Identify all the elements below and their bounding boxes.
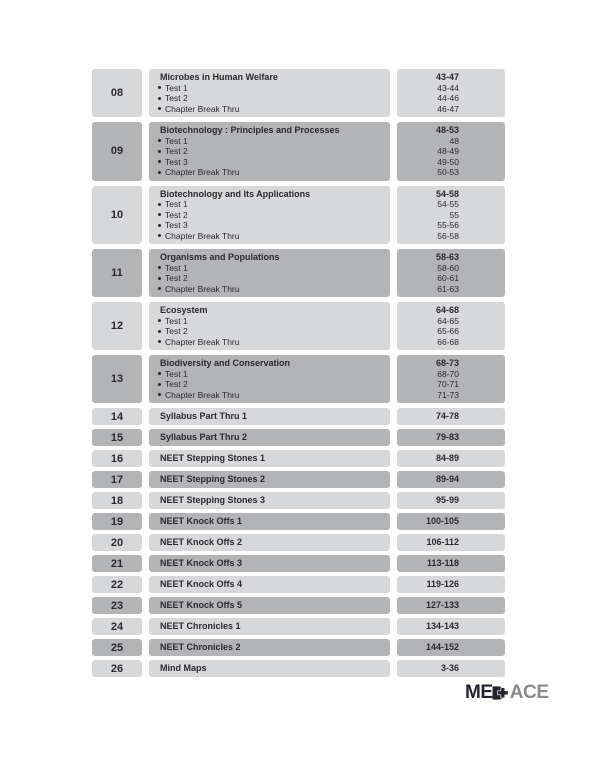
chapter-pages — [397, 576, 505, 593]
chapter-pages — [397, 471, 505, 488]
chapter-pages-main: 100-105 — [425, 516, 459, 526]
subitem-pages: 68-70 — [437, 368, 459, 379]
chapter-content — [149, 618, 390, 635]
chapter-subitem — [158, 104, 390, 115]
chapter-pages — [397, 555, 505, 572]
chapter-title: NEET Knock Offs 1 — [160, 516, 243, 526]
subitem-pages: 61-63 — [437, 283, 459, 294]
logo-d-cross-icon — [492, 686, 509, 700]
chapter-pages-main: 134-143 — [425, 621, 459, 631]
subitem-label: Test 3 — [165, 220, 188, 230]
toc-row — [92, 534, 505, 551]
toc-row — [92, 660, 505, 677]
subitem-label: Test 3 — [165, 156, 188, 167]
chapter-content — [149, 186, 390, 245]
chapter-pages-main: 43-47 — [435, 72, 459, 82]
chapter-pages — [397, 249, 505, 297]
subitem-label: Test 1 — [165, 368, 188, 379]
chapter-subitem — [158, 326, 390, 337]
bullet-icon — [158, 383, 161, 386]
subitem-pages: 58-60 — [437, 262, 459, 273]
chapter-content — [149, 302, 390, 350]
toc-row — [92, 639, 505, 656]
bullet-icon — [158, 277, 161, 280]
chapter-pages-main: 68-73 — [435, 358, 459, 368]
chapter-subitem — [158, 379, 390, 390]
chapter-number: 08 — [92, 69, 142, 117]
chapter-pages — [397, 492, 505, 509]
subitem-label: Test 2 — [165, 146, 188, 156]
chapter-content — [149, 450, 390, 467]
subitem-label: Chapter Break Thru — [165, 389, 240, 400]
subitem-label: Test 1 — [165, 82, 188, 93]
chapter-subitem — [158, 146, 390, 157]
chapter-subitem — [158, 390, 390, 401]
toc-row — [92, 302, 505, 350]
bullet-icon — [158, 86, 161, 89]
chapter-pages-main: 48-53 — [435, 125, 459, 135]
chapter-pages-main: 54-58 — [435, 188, 459, 199]
toc-row — [92, 618, 505, 635]
chapter-pages-main: 144-152 — [425, 642, 459, 652]
bullet-icon — [158, 287, 161, 290]
chapter-subitem — [158, 199, 390, 210]
subitem-label: Test 2 — [165, 93, 188, 103]
chapter-content — [149, 660, 390, 677]
chapter-title: NEET Stepping Stones 3 — [160, 495, 266, 505]
chapter-pages — [397, 355, 505, 403]
toc-row — [92, 186, 505, 245]
toc-row — [92, 492, 505, 509]
bullet-icon — [158, 319, 161, 322]
toc-row — [92, 513, 505, 530]
chapter-title: NEET Stepping Stones 1 — [160, 453, 266, 463]
chapter-content — [149, 492, 390, 509]
chapter-title: Microbes in Human Welfare — [160, 72, 278, 82]
chapter-content — [149, 555, 390, 572]
chapter-number: 16 — [92, 450, 142, 467]
toc-row — [92, 408, 505, 425]
chapter-content — [149, 597, 390, 614]
subitem-pages: 46-47 — [437, 103, 459, 114]
table-of-contents — [92, 69, 505, 681]
chapter-title: Biotechnology : Principles and Processes — [160, 125, 340, 135]
chapter-pages — [397, 408, 505, 425]
subitem-pages: 54-55 — [437, 199, 459, 209]
bullet-icon — [158, 330, 161, 333]
chapter-number: 20 — [92, 534, 142, 551]
chapter-number: 14 — [92, 408, 142, 425]
subitem-label: Test 2 — [165, 273, 188, 283]
chapter-title: NEET Knock Offs 3 — [160, 558, 243, 568]
toc-row — [92, 249, 505, 297]
chapter-pages-main: 3-36 — [440, 663, 459, 673]
chapter-pages — [397, 513, 505, 530]
chapter-subitem — [158, 273, 390, 284]
chapter-number: 15 — [92, 429, 142, 446]
chapter-pages — [397, 122, 505, 181]
toc-row — [92, 429, 505, 446]
subitem-pages: 66-68 — [437, 336, 459, 347]
chapter-pages-main: 74-78 — [435, 411, 459, 421]
chapter-content — [149, 249, 390, 297]
chapter-subitem — [158, 337, 390, 348]
chapter-number: 24 — [92, 618, 142, 635]
chapter-pages-main: 127-133 — [425, 600, 459, 610]
chapter-subitem — [158, 263, 390, 274]
chapter-subitem — [158, 136, 390, 147]
subitem-pages: 44-46 — [437, 93, 459, 103]
chapter-pages — [397, 660, 505, 677]
chapter-number: 22 — [92, 576, 142, 593]
chapter-content — [149, 122, 390, 181]
bullet-icon — [158, 340, 161, 343]
chapter-content — [149, 408, 390, 425]
subitem-label: Chapter Break Thru — [165, 283, 240, 294]
chapter-pages — [397, 639, 505, 656]
subitem-pages: 50-53 — [437, 167, 459, 177]
subitem-pages: 65-66 — [437, 326, 459, 336]
toc-row — [92, 69, 505, 117]
chapter-pages — [397, 597, 505, 614]
subitem-pages: 56-58 — [437, 230, 459, 241]
chapter-content — [149, 471, 390, 488]
chapter-pages-main: 113-118 — [426, 558, 459, 568]
chapter-title: NEET Knock Offs 4 — [160, 579, 243, 589]
chapter-pages — [397, 302, 505, 350]
bullet-icon — [158, 372, 161, 375]
chapter-title: Syllabus Part Thru 2 — [160, 432, 248, 442]
bullet-icon — [158, 150, 161, 153]
bullet-icon — [158, 107, 161, 110]
chapter-pages-main: 58-63 — [435, 252, 459, 262]
chapter-number: 10 — [92, 186, 142, 245]
chapter-subitem — [158, 316, 390, 327]
chapter-pages-main: 79-83 — [435, 432, 459, 442]
chapter-number: 25 — [92, 639, 142, 656]
subitem-label: Chapter Break Thru — [165, 230, 240, 241]
bullet-icon — [158, 139, 161, 142]
bullet-icon — [158, 160, 161, 163]
chapter-number: 23 — [92, 597, 142, 614]
subitem-label: Test 2 — [165, 326, 188, 336]
chapter-pages-main: 84-89 — [435, 453, 459, 463]
subitem-pages: 49-50 — [437, 156, 459, 167]
chapter-content — [149, 69, 390, 117]
chapter-subitem — [158, 231, 390, 242]
bullet-icon — [158, 97, 161, 100]
medace-logo — [465, 683, 549, 702]
chapter-title: Biodiversity and Conservation — [160, 358, 291, 368]
chapter-content — [149, 513, 390, 530]
chapter-number: 26 — [92, 660, 142, 677]
chapter-pages — [397, 429, 505, 446]
toc-row — [92, 355, 505, 403]
chapter-number: 18 — [92, 492, 142, 509]
chapter-number: 13 — [92, 355, 142, 403]
chapter-pages — [397, 186, 505, 245]
chapter-subitem — [158, 93, 390, 104]
chapter-pages-main: 89-94 — [435, 474, 459, 484]
subitem-pages: 70-71 — [437, 379, 459, 389]
chapter-number: 11 — [92, 249, 142, 297]
chapter-pages-main: 106-112 — [426, 537, 459, 547]
chapter-subitem — [158, 210, 390, 221]
chapter-subitem — [158, 83, 390, 94]
chapter-content — [149, 534, 390, 551]
subitem-label: Chapter Break Thru — [165, 336, 240, 347]
subitem-label: Test 1 — [165, 199, 188, 209]
subitem-pages: 55-56 — [437, 220, 459, 230]
bullet-icon — [158, 234, 161, 237]
toc-row — [92, 597, 505, 614]
chapter-number: 19 — [92, 513, 142, 530]
bullet-icon — [158, 213, 161, 216]
chapter-number: 09 — [92, 122, 142, 181]
chapter-content — [149, 355, 390, 403]
toc-row — [92, 555, 505, 572]
chapter-title: Mind Maps — [160, 663, 207, 673]
subitem-label: Test 2 — [165, 379, 188, 389]
bullet-icon — [158, 393, 161, 396]
chapter-number: 17 — [92, 471, 142, 488]
subitem-pages: 48-49 — [437, 146, 459, 156]
bullet-icon — [158, 171, 161, 174]
subitem-pages: 60-61 — [437, 273, 459, 283]
chapter-pages-main: 95-99 — [435, 495, 459, 505]
chapter-subitem — [158, 369, 390, 380]
chapter-title: NEET Chronicles 2 — [160, 642, 241, 652]
toc-row — [92, 450, 505, 467]
chapter-title: Organisms and Populations — [160, 252, 280, 262]
chapter-content — [149, 429, 390, 446]
subitem-label: Test 2 — [165, 209, 188, 220]
toc-row — [92, 122, 505, 181]
subitem-pages: 43-44 — [437, 82, 459, 93]
chapter-pages — [397, 450, 505, 467]
chapter-pages — [397, 534, 505, 551]
subitem-label: Chapter Break Thru — [165, 167, 240, 177]
chapter-content — [149, 576, 390, 593]
subitem-pages: 55 — [449, 209, 459, 220]
subitem-label: Test 1 — [165, 262, 188, 273]
chapter-title: NEET Stepping Stones 2 — [160, 474, 266, 484]
chapter-subitem — [158, 167, 390, 178]
toc-row — [92, 471, 505, 488]
subitem-pages: 64-65 — [437, 315, 459, 326]
chapter-number: 21 — [92, 555, 142, 572]
subitem-label: Test 1 — [165, 315, 188, 326]
chapter-subitem — [158, 284, 390, 295]
bullet-icon — [158, 224, 161, 227]
chapter-content — [149, 639, 390, 656]
chapter-pages — [397, 618, 505, 635]
chapter-title: Ecosystem — [160, 305, 208, 315]
chapter-pages-main: 64-68 — [435, 305, 459, 315]
bullet-icon — [158, 266, 161, 269]
subitem-pages: 71-73 — [437, 389, 459, 400]
chapter-pages-main: 119-126 — [426, 579, 459, 589]
chapter-subitem — [158, 157, 390, 168]
chapter-subitem — [158, 220, 390, 231]
logo-text-me: ME — [465, 682, 493, 703]
subitem-pages: 48 — [449, 135, 459, 146]
chapter-number: 12 — [92, 302, 142, 350]
subitem-label: Test 1 — [165, 135, 188, 146]
chapter-title: NEET Knock Offs 5 — [160, 600, 243, 610]
bullet-icon — [158, 203, 161, 206]
chapter-title: Syllabus Part Thru 1 — [160, 411, 248, 421]
subitem-label: Chapter Break Thru — [165, 103, 240, 114]
chapter-title: NEET Knock Offs 2 — [160, 537, 243, 547]
toc-row — [92, 576, 505, 593]
chapter-title: NEET Chronicles 1 — [160, 621, 241, 631]
chapter-pages — [397, 69, 505, 117]
logo-text-ace: ACE — [509, 682, 549, 703]
chapter-title: Biotechnology and Its Applications — [160, 188, 311, 199]
